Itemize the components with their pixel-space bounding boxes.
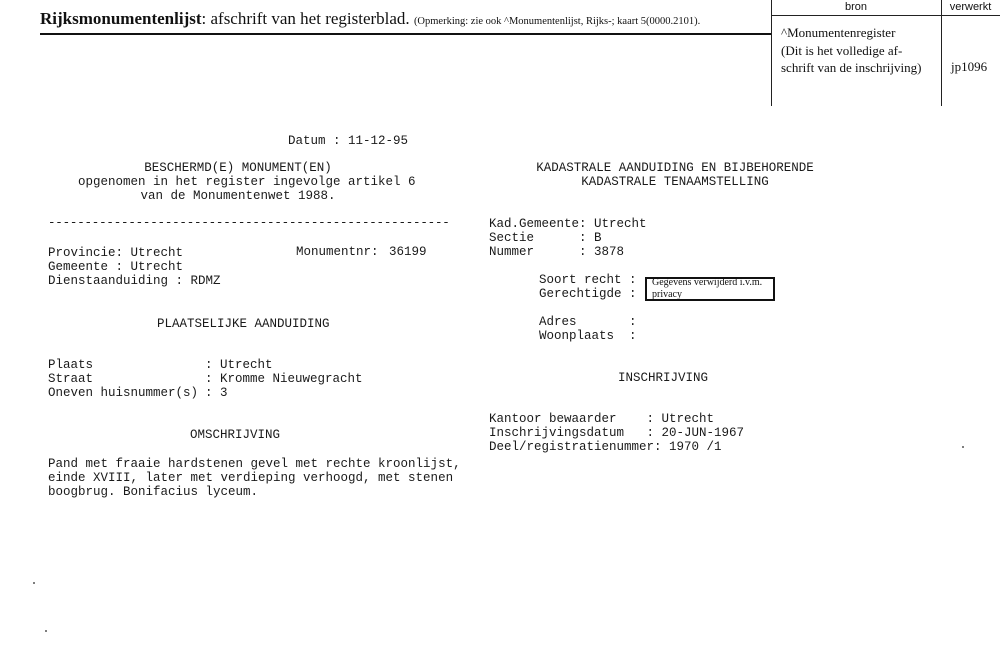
title-rest: : afschrift van het registerblad. xyxy=(201,9,410,28)
heading-line: opgenomen in het register ingevolge artikel 6 xyxy=(78,175,416,189)
bron-line: ^Monumentenregister xyxy=(781,25,896,40)
straat-value: : Kromme Nieuwegracht xyxy=(205,372,363,386)
scan-speck xyxy=(45,630,47,632)
heading-line: van de Monumentenwet 1988. xyxy=(140,189,336,203)
title-note: (Opmerking: zie ook ^Monumentenlijst, Rijks-; kaart 5(0000.2101). xyxy=(413,16,701,27)
bron-line: schrift van de inschrijving) xyxy=(781,60,922,75)
recht-labels xyxy=(539,273,637,301)
monumentnr-label: Monumentnr: xyxy=(296,245,379,259)
separator-line: ------------------------------------------------------- xyxy=(48,216,450,230)
datum: Datum : 11-12-95 xyxy=(288,134,409,148)
privacy-notice xyxy=(652,277,762,301)
kad-line: Nummer : 3878 xyxy=(489,245,625,259)
omschrijving-text xyxy=(48,457,461,499)
gemeente: Gemeente : Utrecht xyxy=(48,260,184,274)
privacy-line: Gegevens verwijderd i.v.m. xyxy=(652,277,763,288)
bron-text xyxy=(781,24,921,77)
kadastrale-heading xyxy=(520,161,830,189)
scan-speck xyxy=(962,446,964,448)
inschrijving-line: Deel/registratienummer: 1970 /1 xyxy=(489,440,722,454)
monument-heading xyxy=(78,161,416,203)
kad-line: Kad.Gemeente: Utrecht xyxy=(489,217,647,231)
huisnummer-value: : 3 xyxy=(205,386,228,400)
omschrijving-heading: OMSCHRIJVING xyxy=(190,428,281,442)
column-header-verwerkt: verwerkt xyxy=(949,1,992,13)
plaats-value: : Utrecht xyxy=(205,358,273,372)
column-header-line xyxy=(771,15,1000,16)
privacy-line: privacy xyxy=(652,289,682,300)
provincie: Provincie: Utrecht xyxy=(48,246,184,260)
inschrijving-line: Kantoor bewaarder : Utrecht xyxy=(489,412,715,426)
recht-line: Gerechtigde : xyxy=(539,287,637,301)
verwerkt-value: jp1096 xyxy=(951,59,988,74)
plaats-label: Plaats xyxy=(48,358,94,372)
kad-line: Sectie : B xyxy=(489,231,602,245)
title-bold: Rijksmonumentenlijst xyxy=(40,9,202,28)
inschrijving-info xyxy=(489,412,744,454)
adres-labels xyxy=(539,315,637,343)
straat-label: Straat xyxy=(48,372,94,386)
kadastrale-heading-line: KADASTRALE TENAAMSTELLING xyxy=(581,175,769,189)
adres-line: Adres : xyxy=(539,315,637,329)
document-title xyxy=(40,9,700,29)
omschrijving-line: boogbrug. Bonifacius lyceum. xyxy=(48,485,259,499)
inschrijving-heading: INSCHRIJVING xyxy=(618,371,709,385)
plaats-heading: PLAATSELIJKE AANDUIDING xyxy=(157,317,330,331)
omschrijving-line: Pand met fraaie hardstenen gevel met rechte kroonlijst, xyxy=(48,457,461,471)
kadastrale-heading-line: KADASTRALE AANDUIDING EN BIJBEHORENDE xyxy=(536,161,814,175)
adres-line: Woonplaats : xyxy=(539,329,637,343)
scan-speck xyxy=(33,582,35,584)
recht-line: Soort recht : xyxy=(539,273,637,287)
huisnummer-label: Oneven huisnummer(s) xyxy=(48,386,199,400)
kadaster-info xyxy=(489,217,647,259)
heading-line: BESCHERMD(E) MONUMENT(EN) xyxy=(144,161,332,175)
monumentnr-value: 36199 xyxy=(389,245,427,259)
dienstaanduiding: Dienstaanduiding : RDMZ xyxy=(48,274,221,288)
omschrijving-line: einde XVIII, later met verdieping verhoogd, met stenen xyxy=(48,471,454,485)
header-underline xyxy=(40,33,772,35)
column-header-bron: bron xyxy=(844,1,868,13)
inschrijving-line: Inschrijvingsdatum : 20-JUN-1967 xyxy=(489,426,745,440)
bron-line: (Dit is het volledige af- xyxy=(781,42,903,58)
